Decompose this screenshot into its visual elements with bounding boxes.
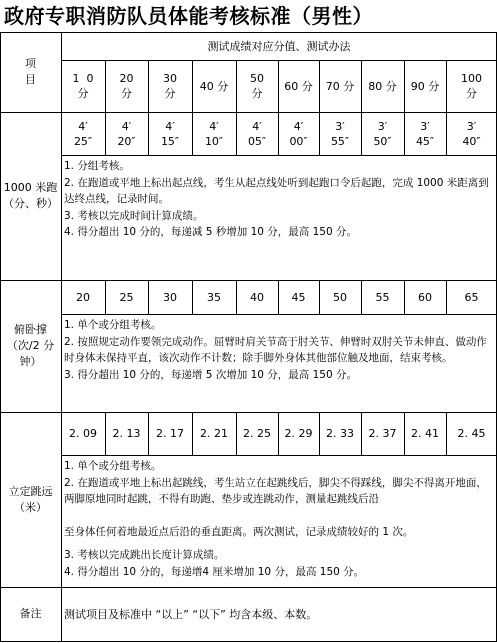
run-time-3: 4′ 15″ — [160, 119, 180, 148]
jump-notes-c: 3. 考核以完成跳出长度计算成绩。 4. 得分超出 10 分的，每递增4 厘米增加 10 分，最高 150 分。 — [64, 549, 365, 578]
run-time-10: 3′ 40″ — [462, 119, 481, 148]
pushup-count-8: 55 — [375, 290, 390, 304]
jump-distance-9: 2. 41 — [411, 427, 439, 440]
run-time-5: 4′ 05″ — [247, 119, 267, 148]
item-column-header: 项 目 — [25, 57, 36, 86]
jump-distance-5: 2. 25 — [243, 427, 271, 440]
page-title: 政府专职消防队员体能考核标准（男性） — [4, 4, 373, 28]
jump-distance-8: 2. 37 — [368, 427, 397, 440]
pushup-count-5: 40 — [250, 290, 264, 304]
jump-label: 立定跳远 （米） — [8, 484, 53, 514]
pushup-count-4: 35 — [207, 290, 221, 304]
jump-distance-7: 2. 33 — [326, 427, 354, 440]
score-header-4: 40 分 — [199, 79, 229, 93]
score-header-3: 30 分 — [163, 72, 177, 100]
jump-notes-b: 至身体任何着地最近点后沿的垂直距离。两次测试，记录成绩较好的 1 次。 — [64, 526, 414, 538]
run-time-4: 4′ 10″ — [204, 119, 224, 148]
pushup-count-6: 45 — [291, 290, 306, 304]
pushup-notes: 1. 单个或分组考核。 2. 按照规定动作要领完成动作。屈臂时肩关节高于肘关节、伸臂时双肘关节未伸直、做动作时身体未保持平直，该次动作不计数；除手脚外身体其他部位触及地面，结束考核。 3. 得分超出 10 分的，每递增 5 次增加 10 分，最高 150 分。 — [64, 319, 487, 381]
pushup-count-2: 25 — [119, 290, 134, 304]
run-time-1: 4′ 25″ — [73, 119, 93, 148]
jump-distance-10: 2. 45 — [457, 427, 486, 440]
score-header-2: 20 分 — [119, 72, 134, 100]
score-header-10: 100 分 — [461, 72, 482, 100]
pushup-label: 俯卧撑 （次/2 分 钟） — [6, 323, 55, 368]
run-time-8: 3′ 50″ — [373, 119, 392, 148]
remark-label: 备注 — [19, 607, 42, 620]
standards-table — [0, 32, 497, 642]
pushup-count-9: 60 — [418, 290, 432, 304]
run-time-6: 4′ 00″ — [289, 119, 308, 148]
jump-distance-6: 2. 29 — [284, 427, 313, 440]
run-time-7: 3′ 55″ — [330, 119, 350, 148]
score-header-5: 50 分 — [250, 72, 264, 100]
run-notes: 1. 分组考核。 2. 在跑道或平地上标出起点线，考生从起点线处听到起跑口令后起跑，完成 1000 米距离到达终点线，记录时间。 3. 考核以完成时间计算成绩。 4. 得分超出 10 分的，每递减 5 秒增加 10 分，最高 150 分。 — [64, 160, 489, 238]
pushup-count-3: 30 — [163, 290, 177, 304]
score-header-6: 60 分 — [284, 79, 313, 93]
jump-notes-a: 1. 单个或分组考核。 2. 在跑道或平地上标出起跳线，考生站立在起跳线后，脚尖不得踩线，脚尖不得离开地面，两脚原地同时起跳，不得有助跑、垫步或连跳动作，测量起跳线后沿 — [64, 460, 487, 505]
jump-distance-4: 2. 21 — [200, 427, 228, 440]
score-header-9: 90 分 — [410, 79, 440, 93]
pushup-count-1: 20 — [76, 290, 90, 304]
score-group-header: 测试成绩对应分值、测试办法 — [207, 39, 351, 53]
run-time-2: 4′ 20″ — [117, 119, 136, 148]
jump-distance-2: 2. 13 — [112, 427, 141, 440]
score-header-1: 1 0 分 — [72, 72, 94, 100]
score-header-7: 70 分 — [325, 79, 355, 93]
run-label: 1000 米跑 （分、秒） — [3, 181, 58, 210]
pushup-count-7: 50 — [333, 290, 347, 304]
score-header-8: 80 分 — [368, 79, 397, 93]
jump-distance-3: 2. 17 — [156, 427, 184, 440]
jump-distance-1: 2. 09 — [69, 427, 97, 440]
remark-text: 测试项目及标准中 “以上” “以下” 均含本级、本数。 — [64, 607, 318, 621]
pushup-count-10: 65 — [464, 290, 479, 304]
run-time-9: 3′ 45″ — [415, 119, 435, 148]
